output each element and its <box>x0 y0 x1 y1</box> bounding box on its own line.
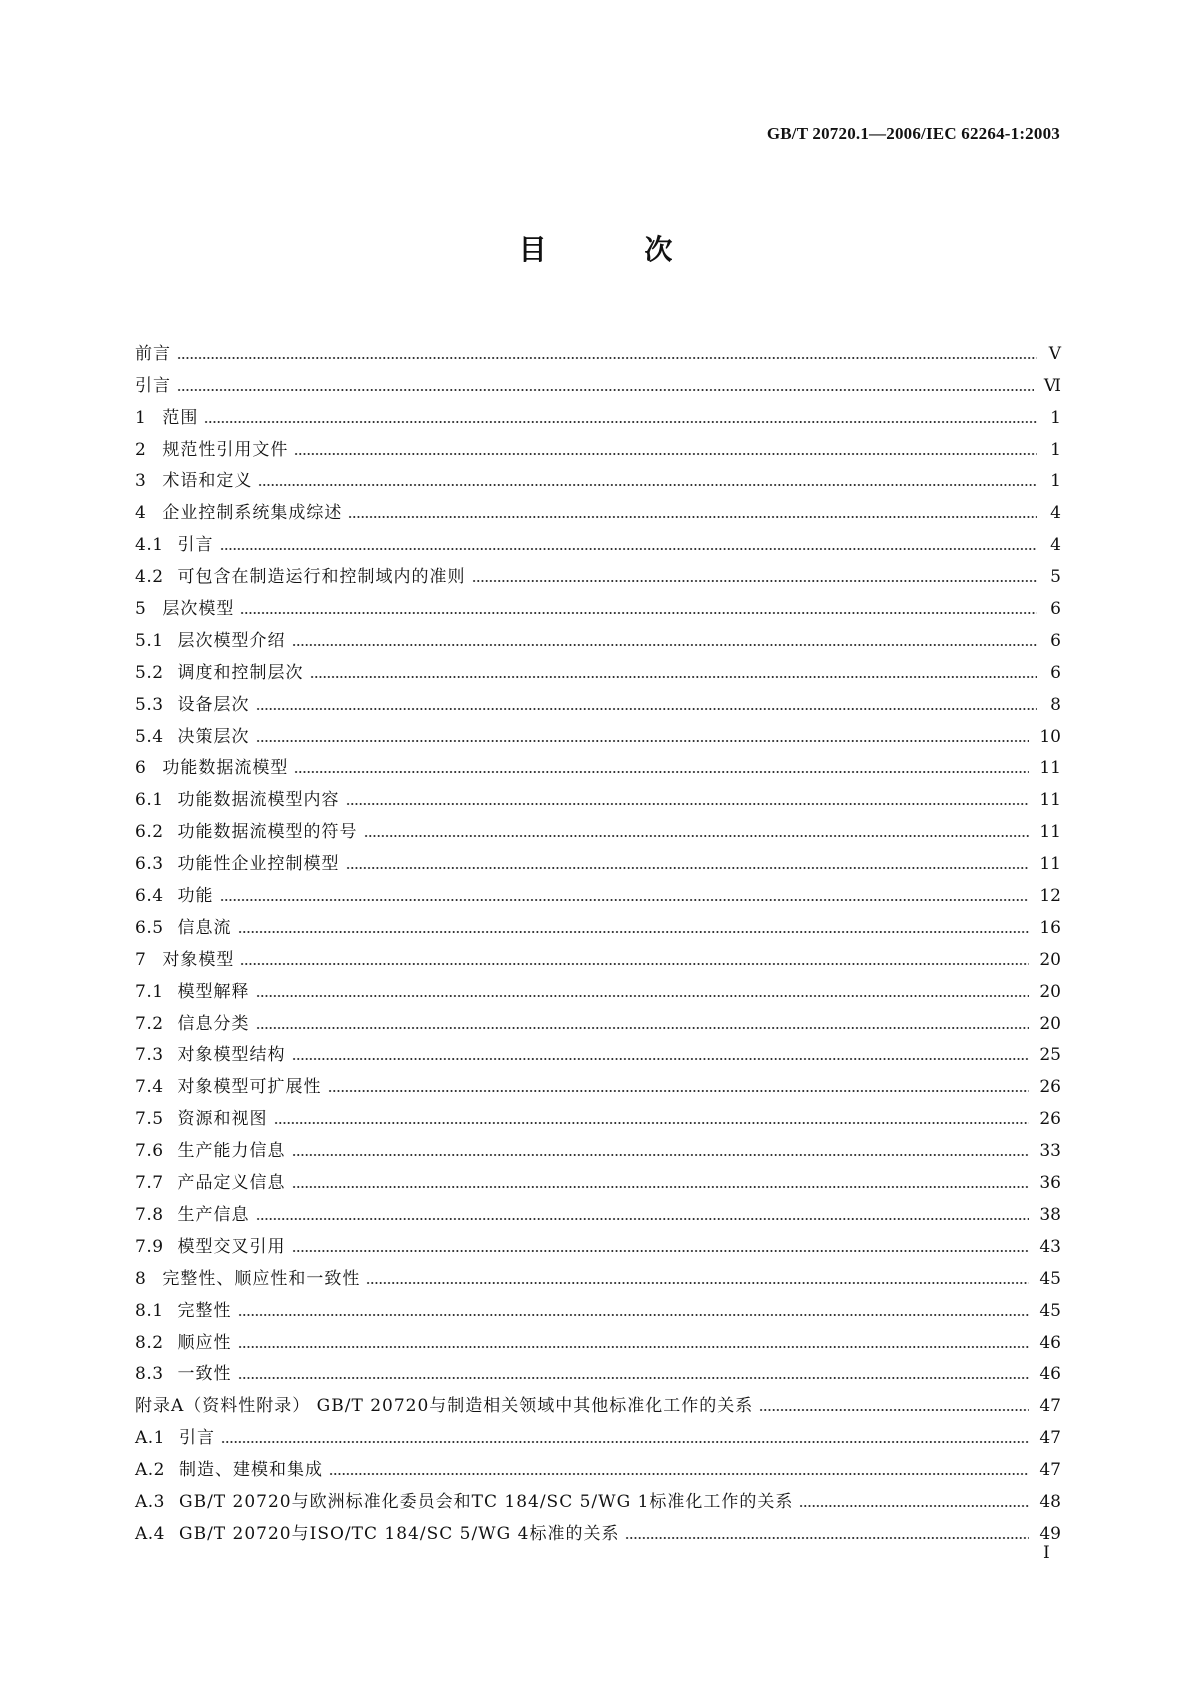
toc-entry-page: 16 <box>1039 917 1061 938</box>
toc-entry[interactable] <box>135 1290 1061 1322</box>
toc-entry-page: 11 <box>1039 790 1061 811</box>
toc-entry-number: 5 <box>135 599 147 620</box>
toc-entry-title: 功能 <box>177 886 214 907</box>
toc-entry-title: 资源和视图 <box>177 1109 268 1130</box>
toc-entry[interactable] <box>135 843 1061 875</box>
toc-entry-title: 可包含在制造运行和控制域内的准则 <box>177 567 466 588</box>
toc-entry[interactable] <box>135 556 1061 588</box>
toc-entry-title: 引言 <box>179 1428 215 1449</box>
toc-entry-number: 3 <box>135 471 147 492</box>
page-title: 目 次 <box>518 233 717 266</box>
toc-entry-title: 术语和定义 <box>162 471 253 492</box>
toc-entry-page: 11 <box>1039 854 1061 875</box>
toc-entry-number: 4.1 <box>135 535 164 556</box>
dot-leader <box>256 739 1030 743</box>
toc-entry-title: 规范性引用文件 <box>162 439 289 460</box>
toc-entry-title: 企业控制系统集成综述 <box>162 503 343 524</box>
toc-entry-number: 7.9 <box>135 1236 164 1257</box>
toc-entry-number: A.1 <box>135 1428 165 1449</box>
toc-entry[interactable] <box>135 333 1061 365</box>
toc-entry[interactable] <box>135 1481 1061 1513</box>
toc-entry-title: 产品定义信息 <box>177 1173 286 1194</box>
toc-entry-page: 20 <box>1039 949 1061 970</box>
dot-leader <box>238 1376 1030 1380</box>
toc-entry-page: 1 <box>1050 407 1061 428</box>
toc-entry-number: 6.2 <box>135 822 164 843</box>
toc-entry-number: 6 <box>135 758 147 779</box>
toc-entry-page: 12 <box>1039 886 1061 907</box>
toc-entry-number: 6.1 <box>135 790 164 811</box>
dot-leader <box>256 707 1037 711</box>
toc-entry[interactable] <box>135 1417 1061 1449</box>
toc-entry-title: 层次模型 <box>162 599 235 620</box>
standard-number-header: GB/T 20720.1—2006/IEC 62264-1:2003 <box>766 124 1060 143</box>
toc-entry-number: 6.3 <box>135 854 164 875</box>
toc-entry-title: 功能数据流模型的符号 <box>177 822 358 843</box>
dot-leader <box>328 1089 1030 1093</box>
toc-entry-page: Ⅵ <box>1043 375 1061 396</box>
dot-leader <box>292 643 1037 647</box>
toc-entry[interactable] <box>135 748 1061 780</box>
dot-leader <box>292 1185 1030 1189</box>
dot-leader <box>177 356 1037 360</box>
toc-entry-number: 5.2 <box>135 662 164 683</box>
toc-entry-number: 7.8 <box>135 1204 164 1225</box>
toc-entry[interactable] <box>135 429 1061 461</box>
toc-entry-number: 7.1 <box>135 981 164 1002</box>
toc-entry-page: 45 <box>1039 1300 1061 1321</box>
toc-entry-number: 7.3 <box>135 1045 164 1066</box>
dot-leader <box>221 1440 1029 1444</box>
dot-leader <box>238 1345 1030 1349</box>
toc-entry-page: 46 <box>1039 1364 1061 1385</box>
toc-entry-page: 11 <box>1039 758 1061 779</box>
toc-entry[interactable] <box>135 1162 1061 1194</box>
toc-entry-title: 功能数据流模型内容 <box>177 790 340 811</box>
toc-entry-page: 49 <box>1039 1523 1061 1544</box>
toc-entry[interactable] <box>135 1385 1061 1417</box>
toc-entry-title: GB/T 20720与欧洲标准化委员会和TC 184/SC 5/WG 1标准化工作的关系 <box>179 1491 794 1512</box>
toc-entry-title: 信息分类 <box>177 1013 250 1034</box>
toc-entry-number: 8 <box>135 1268 147 1289</box>
toc-entry-number: 5.1 <box>135 630 164 651</box>
dot-leader <box>472 579 1037 583</box>
toc-entry[interactable] <box>135 588 1061 620</box>
toc-entry-page: 10 <box>1039 726 1061 747</box>
dot-leader <box>294 770 1029 774</box>
toc-entry-number: 7 <box>135 949 147 970</box>
toc-entry-title: 引言 <box>177 535 214 556</box>
toc-entry-page: 38 <box>1039 1204 1061 1225</box>
toc-entry[interactable] <box>135 492 1061 524</box>
toc-entry[interactable] <box>135 779 1061 811</box>
toc-entry-number: 2 <box>135 439 147 460</box>
toc-entry-page: 45 <box>1039 1268 1061 1289</box>
dot-leader <box>204 420 1037 424</box>
dot-leader <box>274 1121 1030 1125</box>
toc-entry-title: 生产信息 <box>177 1204 250 1225</box>
toc-entry-page: 47 <box>1039 1460 1061 1481</box>
toc-entry[interactable] <box>135 652 1061 684</box>
toc-entry-page: 20 <box>1039 981 1061 1002</box>
dot-leader <box>220 898 1030 902</box>
dot-leader <box>366 1281 1029 1285</box>
toc-entry-number: 6.4 <box>135 886 164 907</box>
toc-entry-title: 完整性、顺应性和一致性 <box>162 1268 361 1289</box>
dot-leader <box>256 994 1030 998</box>
dot-leader <box>799 1504 1029 1508</box>
toc-entry[interactable] <box>135 1513 1061 1545</box>
toc-entry-title: 引言 <box>135 375 171 396</box>
toc-entry[interactable] <box>135 620 1061 652</box>
toc-entry-number: 7.7 <box>135 1173 164 1194</box>
toc-entry-page: 8 <box>1050 694 1061 715</box>
dot-leader <box>238 930 1030 934</box>
toc-entry-title: 顺应性 <box>177 1332 232 1353</box>
toc-entry[interactable] <box>135 1258 1061 1290</box>
toc-entry-page: 36 <box>1039 1173 1061 1194</box>
toc-entry[interactable] <box>135 875 1061 907</box>
toc-entry-title: 模型交叉引用 <box>177 1236 286 1257</box>
toc-entry-title: 功能性企业控制模型 <box>177 854 340 875</box>
toc-entry-title: 功能数据流模型 <box>162 758 289 779</box>
toc-entry-title: 对象模型 <box>162 949 235 970</box>
toc-entry-number: A.3 <box>135 1491 165 1512</box>
toc-entry-page: 1 <box>1050 471 1061 492</box>
toc-entry-number: 8.2 <box>135 1332 164 1353</box>
toc-entry-page: 6 <box>1050 599 1061 620</box>
toc-entry-number: 4 <box>135 503 147 524</box>
toc-entry-number: 7.6 <box>135 1141 164 1162</box>
toc-entry[interactable] <box>135 1354 1061 1386</box>
toc-entry[interactable] <box>135 684 1061 716</box>
toc-entry-page: 26 <box>1039 1077 1061 1098</box>
toc-entry[interactable] <box>135 1322 1061 1354</box>
toc-entry-title: 范围 <box>162 407 199 428</box>
toc-entry-page: 1 <box>1050 439 1061 460</box>
toc-entry-number: 1 <box>135 407 147 428</box>
toc-entry-title: 模型解释 <box>177 981 250 1002</box>
toc-entry[interactable] <box>135 1226 1061 1258</box>
toc-entry-number: 4.2 <box>135 567 164 588</box>
toc-entry-number: A.2 <box>135 1460 165 1481</box>
page-folio: I <box>1043 1543 1050 1563</box>
toc-entry-number: 8.1 <box>135 1300 164 1321</box>
dot-leader <box>348 515 1037 519</box>
toc-entry-page: 46 <box>1039 1332 1061 1353</box>
dot-leader <box>759 1408 1029 1412</box>
toc-entry-page: 33 <box>1039 1141 1061 1162</box>
toc-entry-number: 5.4 <box>135 726 164 747</box>
toc-entry-title: 完整性 <box>177 1300 232 1321</box>
dot-leader <box>329 1472 1029 1476</box>
toc-entry[interactable] <box>135 397 1061 429</box>
toc-entry[interactable] <box>135 1035 1061 1067</box>
toc-entry-title: 决策层次 <box>177 726 250 747</box>
toc-entry-page: 11 <box>1039 822 1061 843</box>
toc-entry-page: Ⅴ <box>1048 343 1061 364</box>
dot-leader <box>220 547 1037 551</box>
dot-leader <box>258 483 1037 487</box>
toc-entry[interactable] <box>135 907 1061 939</box>
dot-leader <box>256 1217 1030 1221</box>
toc-entry[interactable] <box>135 971 1061 1003</box>
toc-entry-title: 对象模型结构 <box>177 1045 286 1066</box>
dot-leader <box>625 1536 1029 1540</box>
toc-entry-page: 6 <box>1050 630 1061 651</box>
toc-entry-title: 一致性 <box>177 1364 232 1385</box>
toc-entry-page: 4 <box>1050 535 1061 556</box>
toc-entry-number: 6.5 <box>135 917 164 938</box>
dot-leader <box>240 962 1029 966</box>
dot-leader <box>292 1249 1030 1253</box>
toc-entry-title: 制造、建模和集成 <box>179 1460 323 1481</box>
toc-entry-title: 前言 <box>135 343 171 364</box>
toc-entry-title: 生产能力信息 <box>177 1141 286 1162</box>
dot-leader <box>238 1313 1030 1317</box>
dot-leader <box>346 802 1030 806</box>
toc-entry-title: 对象模型可扩展性 <box>177 1077 322 1098</box>
toc-entry[interactable] <box>135 1003 1061 1035</box>
toc-entry-page: 4 <box>1050 503 1061 524</box>
dot-leader <box>292 1153 1030 1157</box>
toc-entry-page: 5 <box>1050 567 1061 588</box>
toc-entry-page: 20 <box>1039 1013 1061 1034</box>
toc-entry-page: 48 <box>1039 1491 1061 1512</box>
toc-entry-number: 7.5 <box>135 1109 164 1130</box>
toc-entry-page: 47 <box>1039 1396 1061 1417</box>
toc-entry-page: 47 <box>1039 1428 1061 1449</box>
toc-entry-title: GB/T 20720与ISO/TC 184/SC 5/WG 4标准的关系 <box>179 1523 620 1544</box>
toc-entry-number: 7.2 <box>135 1013 164 1034</box>
dot-leader <box>364 834 1030 838</box>
toc-entry-page: 25 <box>1039 1045 1061 1066</box>
toc-entry[interactable] <box>135 1194 1061 1226</box>
dot-leader <box>346 866 1030 870</box>
toc-entry-page: 26 <box>1039 1109 1061 1130</box>
dot-leader <box>177 388 1034 392</box>
dot-leader <box>256 1026 1030 1030</box>
toc-entry-number: A.4 <box>135 1523 165 1544</box>
toc-entry-title: 设备层次 <box>177 694 250 715</box>
toc-entry-page: 6 <box>1050 662 1061 683</box>
toc-entry[interactable] <box>135 939 1061 971</box>
toc-entry-title: 附录A（资料性附录） GB/T 20720与制造相关领域中其他标准化工作的关系 <box>135 1396 754 1417</box>
toc-entry[interactable] <box>135 524 1061 556</box>
toc-entry-title: 信息流 <box>177 917 232 938</box>
dot-leader <box>292 1057 1030 1061</box>
toc-entry-number: 8.3 <box>135 1364 164 1385</box>
toc-entry-page: 43 <box>1039 1236 1061 1257</box>
toc-entry-title: 层次模型介绍 <box>177 630 286 651</box>
toc-entry[interactable] <box>135 1449 1061 1481</box>
toc-entry[interactable] <box>135 811 1061 843</box>
toc-entry-title: 调度和控制层次 <box>177 662 304 683</box>
toc-entry[interactable] <box>135 365 1061 397</box>
toc-entry[interactable] <box>135 461 1061 493</box>
toc-entry[interactable] <box>135 1098 1061 1130</box>
dot-leader <box>294 452 1037 456</box>
toc-entry[interactable] <box>135 1130 1061 1162</box>
table-of-contents <box>135 333 1061 1545</box>
toc-entry-number: 5.3 <box>135 694 164 715</box>
toc-entry-number: 7.4 <box>135 1077 164 1098</box>
dot-leader <box>240 611 1037 615</box>
toc-entry[interactable] <box>135 716 1061 748</box>
dot-leader <box>310 675 1037 679</box>
toc-entry[interactable] <box>135 1066 1061 1098</box>
